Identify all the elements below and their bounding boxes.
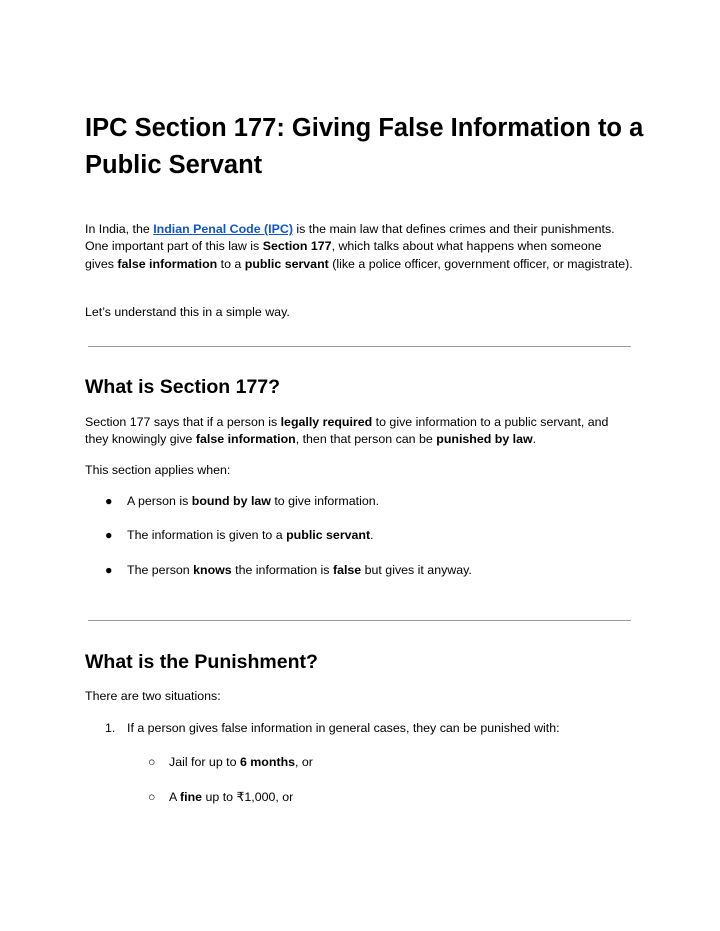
bullet-marker: ● — [105, 563, 113, 577]
sub-list-item-text: A — [169, 790, 181, 804]
list-item-text: The person — [127, 563, 194, 577]
intro-bold-false-info: false information — [117, 256, 218, 271]
list-item-text: the information is — [231, 563, 333, 577]
definition-text-3: , then that person can be — [295, 432, 437, 447]
intro-text-1: In India, the — [85, 222, 154, 236]
divider-1 — [88, 346, 631, 347]
list-item-bold: knows — [193, 563, 232, 577]
numbered-list-item: If a person gives false information in general cases, they can be punished with: — [127, 721, 560, 735]
intro-text-5: (like a police officer, government officer, or magistrate). — [328, 256, 633, 271]
situations-paragraph: There are two situations: — [85, 689, 221, 703]
numbered-marker: 1. — [105, 721, 116, 735]
definition-bold-punished: punished by law — [436, 432, 533, 447]
list-item-text: . — [370, 528, 374, 542]
section-heading-punishment: What is the Punishment? — [85, 651, 318, 673]
intro-text-4: to a — [217, 256, 245, 271]
page-title: IPC Section 177: Giving False Information to a Public Servant — [85, 114, 644, 179]
list-item-bold: bound by law — [191, 494, 271, 508]
list-item — [127, 527, 374, 544]
intro-bold-section: Section 177 — [262, 239, 332, 254]
list-item-bold: public servant — [286, 528, 371, 542]
intro-text-3: , which talks about what happens when someone gives — [85, 239, 602, 271]
sub-list-item-bold: 6 months — [239, 755, 296, 769]
sub-list-item — [169, 789, 293, 806]
definition-paragraph — [85, 414, 633, 449]
bullet-marker: ● — [105, 494, 113, 508]
sub-list-item-text: , or — [295, 755, 313, 769]
section-heading-what-is: What is Section 177? — [85, 376, 281, 398]
sub-list-item-bold: fine — [180, 790, 203, 804]
list-item — [127, 562, 472, 579]
list-item-text: A person is — [127, 494, 192, 508]
definition-text-1: Section 177 says that if a person is — [85, 415, 281, 429]
definition-bold-false-info: false information — [195, 432, 296, 447]
divider-2 — [88, 620, 631, 621]
intro-bold-public-servant: public servant — [244, 256, 329, 271]
bullet-marker: ● — [105, 528, 113, 542]
simple-way-paragraph: Let’s understand this in a simple way. — [85, 305, 290, 319]
sub-bullet-marker: ○ — [148, 755, 156, 769]
intro-text-2: is the main law that defines crimes and their punishments. One important part of this law is — [85, 222, 615, 254]
definition-text-2: to give information to a public servant, and they knowingly give — [85, 415, 609, 447]
ipc-link[interactable]: Indian Penal Code (IPC) — [153, 222, 293, 236]
sub-list-item-text: up to ₹1,000, or — [202, 790, 294, 804]
sub-list-item — [169, 754, 313, 771]
list-item-bold: false — [332, 563, 362, 577]
applies-paragraph: This section applies when: — [85, 463, 231, 477]
definition-bold-legally-required: legally required — [280, 415, 373, 429]
definition-text-4: . — [532, 432, 537, 447]
sub-bullet-marker: ○ — [148, 790, 156, 804]
list-item-text: The information is given to a — [127, 528, 287, 542]
sub-list-item-text: Jail for up to — [169, 755, 240, 769]
list-item — [127, 493, 379, 510]
intro-paragraph — [85, 221, 633, 273]
list-item-text: but gives it anyway. — [361, 563, 472, 577]
list-item-text: to give information. — [270, 494, 380, 508]
